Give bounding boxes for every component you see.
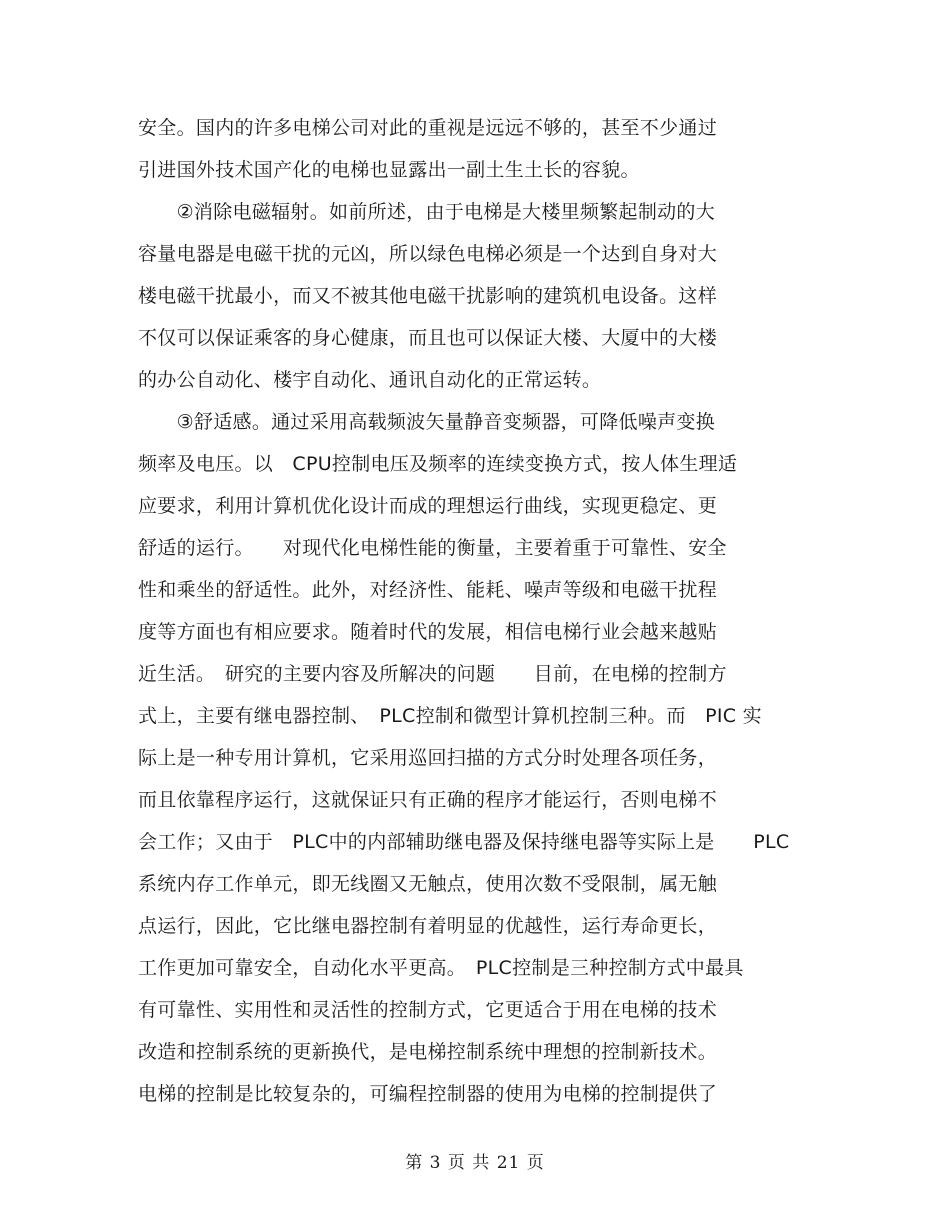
text-line: 点运行，因此，它比继电器控制有着明显的优越性，运行寿命更长，: [138, 915, 718, 937]
text-line: 会工作；又由于 PLC中的内部辅助继电器及保持继电器等实际上是 PLC: [138, 831, 790, 853]
text-line: 近生活。 研究的主要内容及所解决的问题 目前，在电梯的控制方: [138, 663, 727, 685]
page-number-footer: 第 3 页 共 21 页: [405, 1153, 545, 1173]
text-line: 有可靠性、实用性和灵活性的控制方式，它更适合于用在电梯的技术: [138, 999, 718, 1021]
text-line: 际上是一种专用计算机，它采用巡回扫描的方式分时处理各项任务，: [138, 747, 718, 769]
text-line: 性和乘坐的舒适性。此外，对经济性、能耗、噪声等级和电磁干扰程: [138, 579, 718, 601]
text-line: 而且依靠程序运行，这就保证只有正确的程序才能运行，否则电梯不: [138, 789, 718, 811]
text-line: 引进国外技术国产化的电梯也显露出一副土生土长的容貌。: [138, 159, 640, 181]
text-line: 系统内存工作单元，即无线圈又无触点，使用次数不受限制，属无触: [138, 873, 718, 895]
text-line: 的办公自动化、楼宇自动化、通讯自动化的正常运转。: [138, 369, 602, 391]
text-line: ②消除电磁辐射。如前所述，由于电梯是大楼里频繁起制动的大: [138, 201, 716, 223]
text-line: 式上，主要有继电器控制、 PLC控制和微型计算机控制三种。而 PIC 实: [138, 705, 762, 727]
text-line: 度等方面也有相应要求。随着时代的发展，相信电梯行业会越来越贴: [138, 621, 718, 643]
text-line: 电梯的控制是比较复杂的，可编程控制器的使用为电梯的控制提供了: [138, 1083, 718, 1105]
text-line: 容量电器是电磁干扰的元凶，所以绿色电梯必须是一个达到自身对大: [138, 243, 718, 265]
text-line: 舒适的运行。 对现代化电梯性能的衡量，主要着重于可靠性、安全: [138, 537, 727, 559]
text-line: 应要求，利用计算机优化设计而成的理想运行曲线，实现更稳定、更: [138, 495, 718, 517]
text-line: 楼电磁干扰最小，而又不被其他电磁干扰影响的建筑机电设备。这样: [138, 285, 718, 307]
text-line: ③舒适感。通过采用高载频波矢量静音变频器，可降低噪声变换: [138, 411, 716, 433]
text-line: 安全。国内的许多电梯公司对此的重视是远远不够的，甚至不少通过: [138, 117, 718, 139]
text-line: 频率及电压。以 CPU控制电压及频率的连续变换方式，按人体生理适: [138, 453, 738, 475]
text-line: 改造和控制系统的更新换代，是电梯控制系统中理想的控制新技术。: [138, 1041, 718, 1063]
text-line: 不仅可以保证乘客的身心健康，而且也可以保证大楼、大厦中的大楼: [138, 327, 718, 349]
text-line: 工作更加可靠安全，自动化水平更高。 PLC控制是三种控制方式中最具: [138, 957, 744, 979]
